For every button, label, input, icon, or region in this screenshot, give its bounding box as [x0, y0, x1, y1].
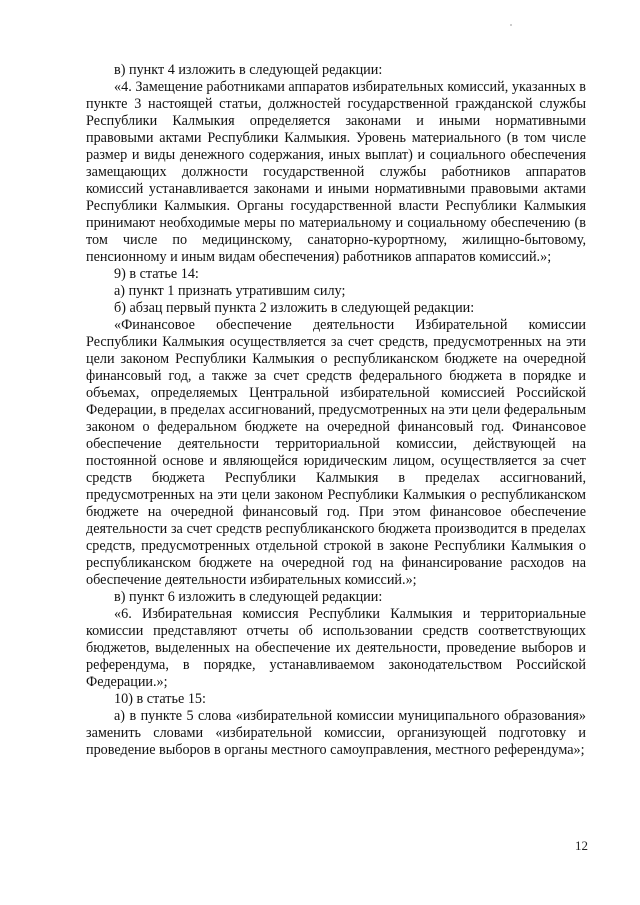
paragraph-item-9: 9) в статье 14: [114, 266, 199, 282]
paragraph-point-4-text: «4. Замещение работниками аппаратов избирательных комиссий, указанных в пункте 3 настоящей статьи, должностей государственной гражданской службы Республики Калмыкия определяется законами и иными нормативными правовыми актами Республики Калмыкия. Уровень материального (в том числе размер и виды денежного содержания, иных выплат) и социального обеспечения замещающих должности государственной службы работников аппаратов комиссий устанавливается законами и иными нормативными правовыми актами Республики Калмыкия. Органы государственной власти Республики Калмыкия принимают необходимые меры по материальному и социальному обеспечению (в том числе по медицинскому, санаторно-курортному, жилищно-бытовому, пенсионному и иным видам обеспечения) работников аппаратов комиссий.»; [86, 79, 586, 265]
paragraph-financing-text: «Финансовое обеспечение деятельности Избирательной комиссии Республики Калмыкия осуществляется за счет средств, предусмотренных на эти цели законом Республики Калмыкия о республиканском бюджете на очередной финансовый год, а также за счет средств федерального бюджета в порядке и объемах, определяемых Центральной избирательной комиссией Российской Федерации, в пределах ассигнований, предусмотренных на эти цели федеральным законом о федеральном бюджете на очередной финансовый год. Финансовое обеспечение деятельности территориальной комиссии, действующей на постоянной основе и являющейся юридическим лицом, осуществляется за счет средств бюджета Республики Калмыкия в пределах ассигнований, предусмотренных на эти цели законом Республики Калмыкия о республиканском бюджете на очередной финансовый год. При этом финансовое обеспечение деятельности за счет средств республиканского бюджета производится в пределах средств, предусмотренных отдельной строкой в законе Республики Калмыкия о республиканском бюджете на очередной год на финансирование расходов на обеспечение деятельности избирательных комиссий.»; [86, 317, 586, 588]
paragraph-amendment-c-intro: в) пункт 4 изложить в следующей редакции: [114, 62, 383, 78]
document-body [86, 62, 586, 759]
scan-speck [510, 24, 512, 26]
paragraph-item-9a: а) пункт 1 признать утратившим силу; [114, 283, 346, 299]
paragraph-item-9c: в) пункт 6 изложить в следующей редакции: [114, 589, 383, 605]
paragraph-item-10: 10) в статье 15: [114, 691, 206, 707]
paragraph-item-10a: а) в пункте 5 слова «избирательной комиссии муниципального образования» заменить словами «избирательной комиссии, организующей подготовку и проведение выборов в органы местного самоуправления, местного референдума»; [86, 708, 586, 758]
paragraph-item-9b: б) абзац первый пункта 2 изложить в следующей редакции: [114, 300, 475, 316]
paragraph-point-6-text: «6. Избирательная комиссия Республики Калмыкия и территориальные комиссии представляют отчеты об использовании средств соответствующих бюджетов, выделенных на обеспечение их деятельности, проведение выборов и референдума, в порядке, устанавливаемом законодательством Российской Федерации.»; [86, 606, 586, 690]
page-number: 12 [575, 838, 588, 853]
